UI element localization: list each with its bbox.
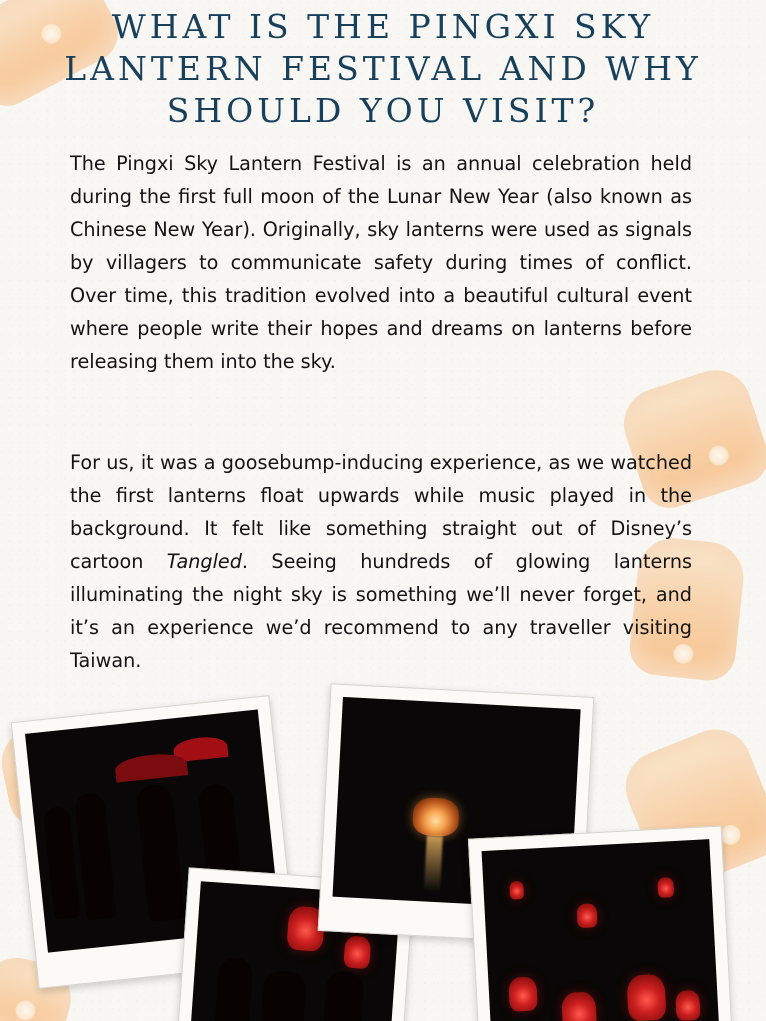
- red-lantern-icon: [561, 991, 597, 1021]
- red-lantern-icon: [657, 877, 674, 898]
- experience-paragraph-after: . Seeing hundreds of glowing lanterns illuminating the night sky is something we’ll never forget, and it’s an experience we’d recommend to any traveller visiting Taiwan.: [70, 550, 692, 672]
- red-lantern-icon: [576, 903, 597, 928]
- red-lantern-icon: [509, 881, 524, 900]
- experience-paragraph-before: For us, it was a goosebump-inducing experience, as we watched the first lanterns float upwards while music played in the background. It felt like something straight out of Disney’s cartoon: [70, 451, 692, 573]
- person-silhouette-icon: [74, 792, 117, 920]
- red-lantern-icon: [343, 935, 371, 969]
- person-silhouette-icon: [135, 783, 185, 922]
- glowing-lantern-icon: [412, 797, 460, 837]
- person-silhouette-icon: [214, 957, 254, 1021]
- red-lantern-icon: [508, 976, 538, 1011]
- film-title: Tangled: [166, 550, 242, 573]
- page-title: WHAT IS THE PINGXI SKY LANTERN FESTIVAL AND WHY SHOULD YOU VISIT?: [64, 7, 702, 130]
- experience-paragraph: [70, 446, 692, 677]
- red-lantern-icon: [626, 974, 666, 1021]
- polaroid-photo-sky-lanterns: [468, 826, 734, 1021]
- red-lantern-icon: [675, 990, 701, 1021]
- photo-image-sky-lanterns: [482, 839, 720, 1021]
- umbrella-icon: [114, 751, 188, 782]
- intro-paragraph: The Pingxi Sky Lantern Festival is an annual celebration held during the first full moon of the Lunar New Year (also known as Chinese New Year). Originally, sky lanterns were used as signals by villagers to communicate safety during times of conflict. Over time, this tradition evolved into a beautiful cultural event where people write their hopes and dreams on lanterns before releasing them into the sky.: [70, 152, 692, 373]
- person-silhouette-icon: [321, 970, 365, 1021]
- lantern-reflection: [424, 836, 443, 893]
- person-silhouette-icon: [259, 970, 306, 1021]
- person-silhouette-icon: [43, 806, 81, 920]
